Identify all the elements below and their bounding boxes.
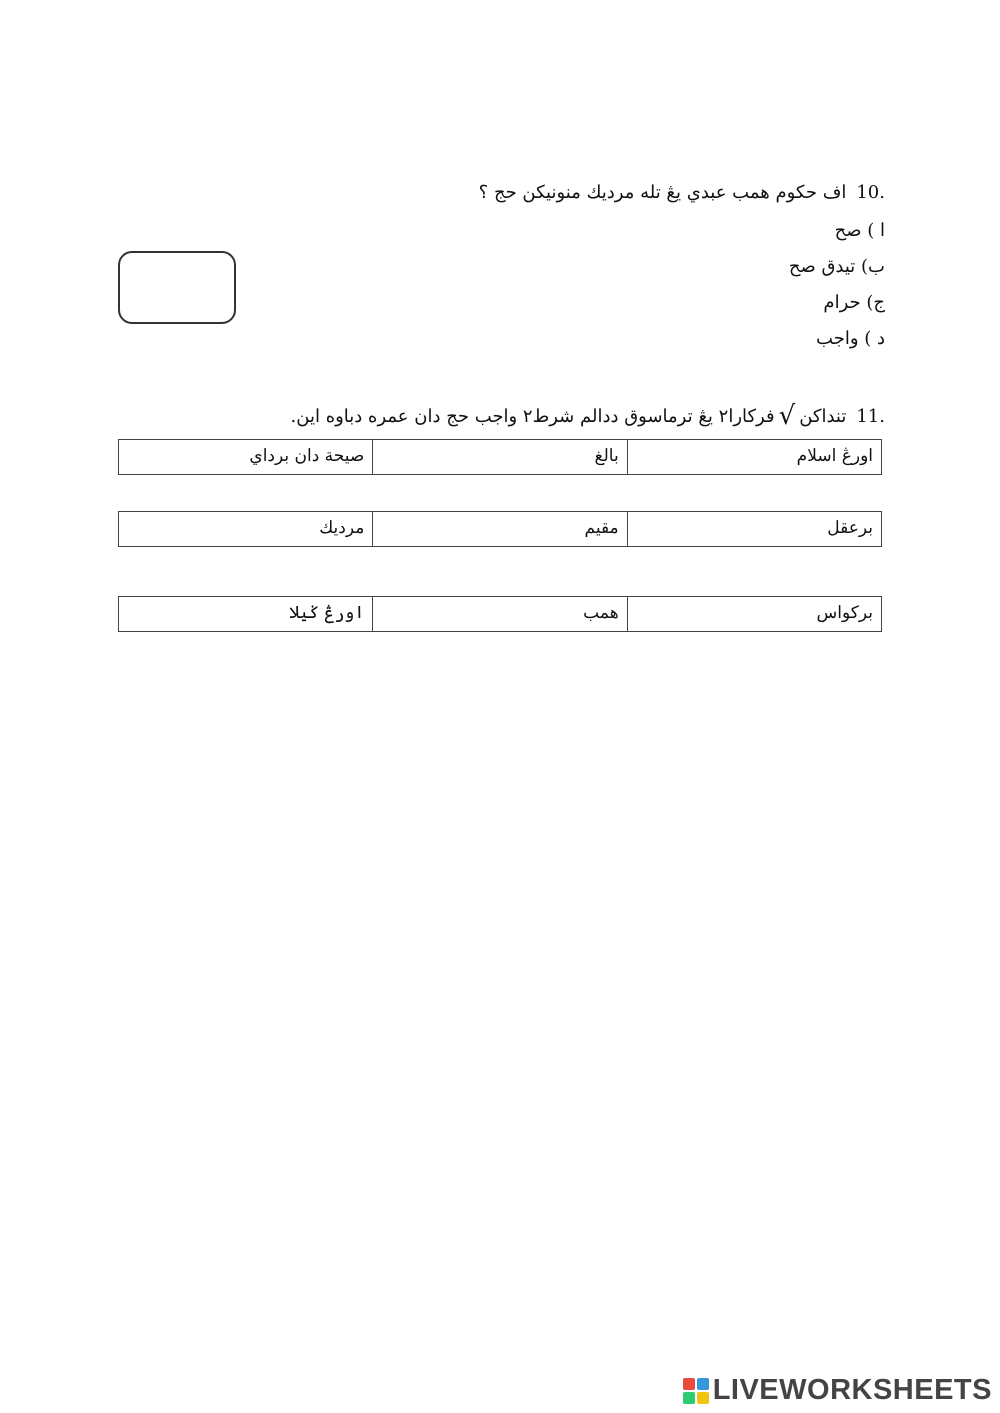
logo-square bbox=[683, 1378, 695, 1390]
question-10-option-c: ج) حرام bbox=[823, 292, 885, 313]
options-row-3 bbox=[118, 596, 882, 632]
check-mark-icon: √ bbox=[778, 401, 796, 431]
option-cell[interactable]: مقيم bbox=[372, 512, 626, 546]
question-10-answer-box[interactable] bbox=[118, 251, 236, 324]
option-cell[interactable]: صيحة دان برداي bbox=[249, 446, 365, 466]
question-10-text: اف حكوم همب عبدي يڠ تله مرديك منونيكن حج ؟ bbox=[478, 182, 847, 203]
logo-square bbox=[683, 1392, 695, 1404]
option-cell[interactable]: اورڠ ݢيلا bbox=[289, 603, 365, 623]
question-10-number: 10. bbox=[856, 182, 885, 203]
option-cell[interactable]: همب bbox=[372, 597, 626, 631]
question-10-prompt bbox=[479, 181, 885, 205]
option-cell[interactable]: اورڠ اسلام bbox=[627, 440, 881, 474]
logo-square bbox=[697, 1378, 709, 1390]
option-cell[interactable]: مرديك bbox=[319, 518, 365, 538]
options-row-2 bbox=[118, 511, 882, 547]
question-11-text-after: فركارا٢ يڠ ترماسوق ددالم شرط٢ واجب حج دان عمره دباوه اين. bbox=[290, 406, 775, 427]
question-10-option-a: ا ) صح bbox=[834, 220, 885, 241]
liveworksheets-logo bbox=[683, 1374, 992, 1407]
question-10-option-b: ب) تيدق صح bbox=[788, 256, 885, 277]
option-cell[interactable]: بركواس bbox=[627, 597, 881, 631]
logo-mark-icon bbox=[683, 1378, 709, 1404]
option-cell[interactable]: بالغ bbox=[372, 440, 626, 474]
option-cell[interactable]: برعقل bbox=[627, 512, 881, 546]
question-11-number: 11. bbox=[856, 406, 885, 427]
options-row-1 bbox=[118, 439, 882, 475]
question-11-prompt bbox=[290, 401, 885, 431]
question-10-option-d: د ) واجب bbox=[816, 328, 885, 349]
logo-square bbox=[697, 1392, 709, 1404]
question-11-text-before: تنداكن bbox=[799, 406, 847, 427]
logo-text: LIVEWORKSHEETS bbox=[712, 1374, 992, 1406]
